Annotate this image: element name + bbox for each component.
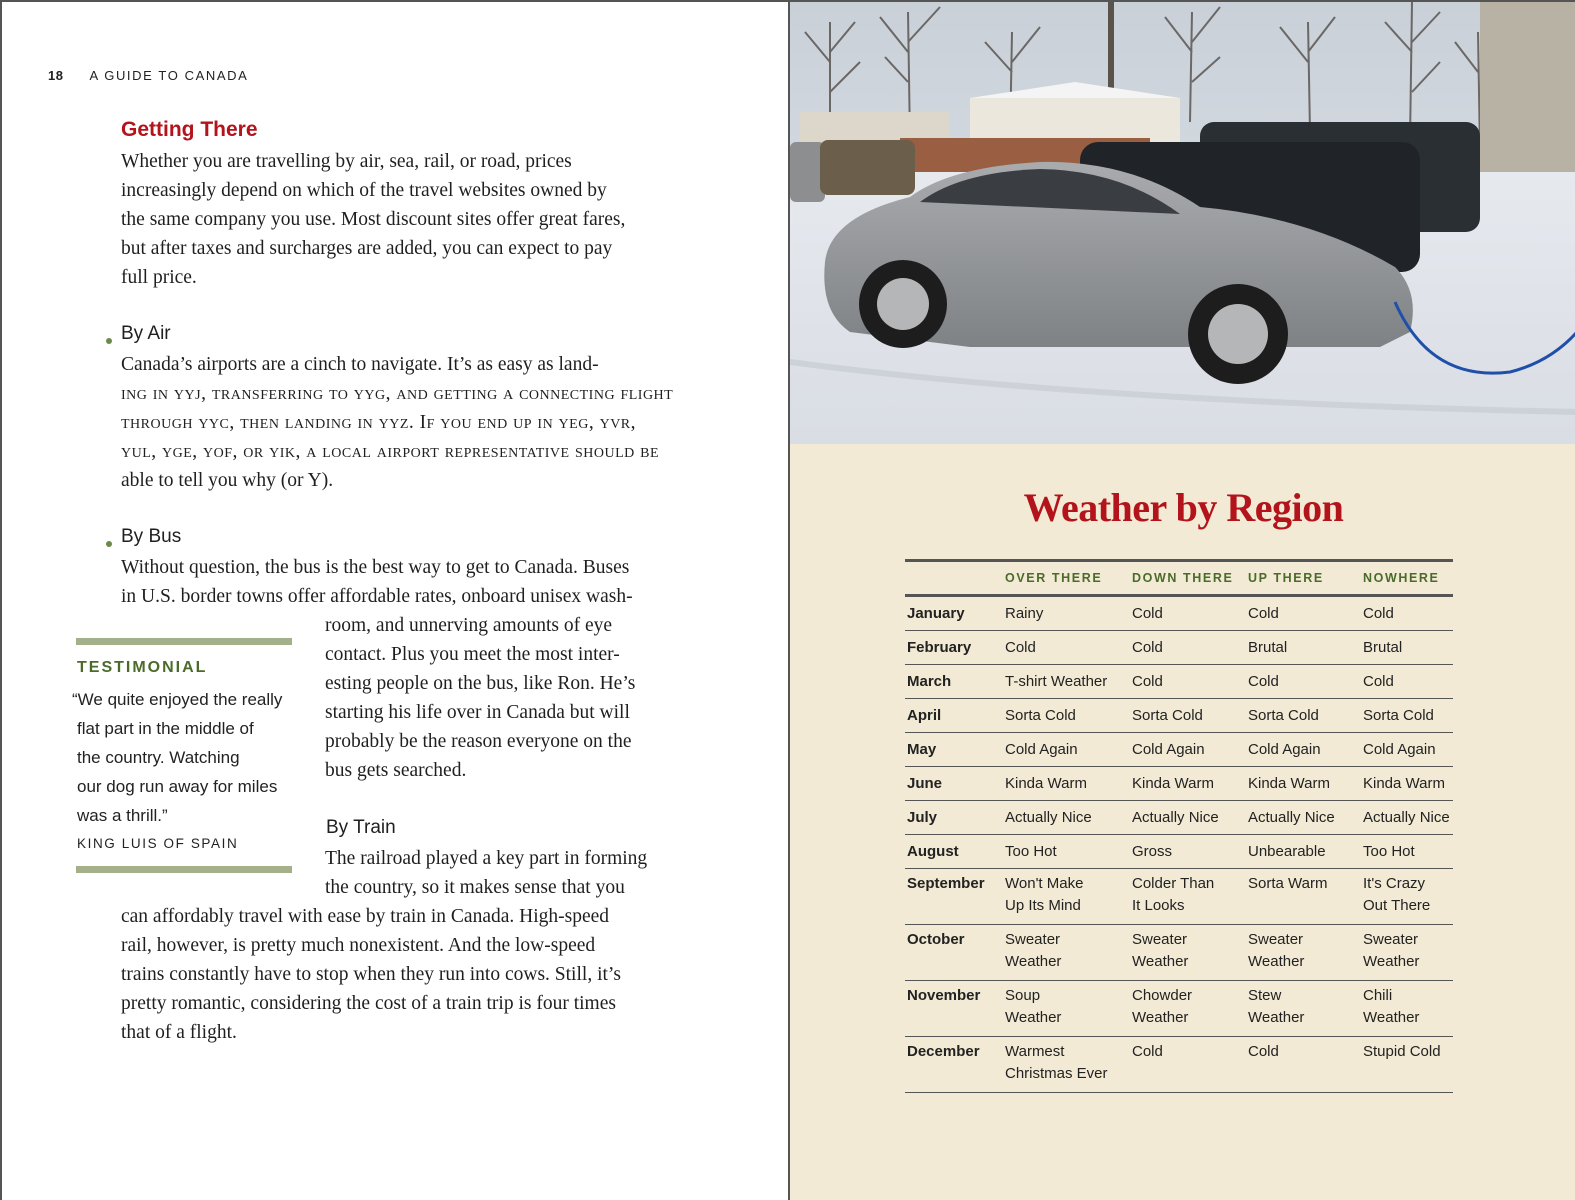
table-cell: Actually Nice bbox=[1005, 809, 1092, 826]
month-cell: September bbox=[907, 875, 985, 892]
text-line: increasingly depend on which of the travel websites owned by bbox=[121, 180, 607, 201]
table-row bbox=[905, 631, 1453, 665]
column-header: OVER THERE bbox=[1005, 571, 1103, 585]
intro-paragraph bbox=[121, 147, 681, 292]
table-cell: Cold bbox=[1005, 639, 1036, 656]
by-air-heading: By Air bbox=[121, 323, 171, 344]
by-train-paragraph-full bbox=[121, 902, 681, 1047]
car-photo-icon bbox=[790, 2, 1575, 444]
text-line: the country, so it makes sense that you bbox=[325, 877, 625, 898]
parked-cars-photo bbox=[790, 2, 1575, 444]
table-cell: It's Crazy Out There bbox=[1363, 875, 1431, 914]
by-bus-heading: By Bus bbox=[121, 526, 182, 547]
month-cell: December bbox=[907, 1043, 980, 1060]
by-bus-paragraph-narrow bbox=[325, 611, 685, 785]
table-row bbox=[905, 801, 1453, 835]
quote-line: was a thrill.” bbox=[77, 806, 168, 825]
by-train-paragraph-narrow bbox=[325, 844, 685, 902]
table-row bbox=[905, 733, 1453, 767]
page-number: 18 bbox=[48, 68, 64, 83]
month-cell: February bbox=[907, 639, 972, 656]
table-row bbox=[905, 981, 1453, 1037]
table-row bbox=[905, 1037, 1453, 1093]
text-line: in U.S. border towns offer affordable rates, onboard unisex wash- bbox=[121, 586, 633, 607]
table-row bbox=[905, 699, 1453, 733]
text-line: ing in yyj, transferring to yyg, and getting a connecting flight bbox=[121, 383, 674, 404]
table-row bbox=[905, 835, 1453, 869]
quote-line: our dog run away for miles bbox=[77, 777, 278, 796]
column-header: DOWN THERE bbox=[1132, 571, 1234, 585]
table-row bbox=[905, 597, 1453, 631]
column-header: UP THERE bbox=[1248, 571, 1324, 585]
text-line: bus gets searched. bbox=[325, 760, 467, 781]
table-cell: Sorta Cold bbox=[1248, 707, 1319, 724]
table-cell: Actually Nice bbox=[1248, 809, 1335, 826]
weather-table bbox=[905, 559, 1453, 1093]
running-head bbox=[48, 68, 248, 83]
table-cell: Sorta Warm bbox=[1248, 875, 1328, 892]
by-train-heading: By Train bbox=[326, 817, 396, 838]
by-air-paragraph bbox=[121, 350, 681, 495]
table-cell: Chili Weather bbox=[1363, 987, 1420, 1026]
table-cell: Stew Weather bbox=[1248, 987, 1305, 1026]
table-cell: Rainy bbox=[1005, 605, 1044, 622]
month-cell: March bbox=[907, 673, 952, 690]
table-cell: Cold Again bbox=[1005, 741, 1078, 758]
month-cell: November bbox=[907, 987, 981, 1004]
text-line: starting his life over in Canada but will bbox=[325, 702, 630, 723]
table-cell: Cold Again bbox=[1132, 741, 1205, 758]
right-page bbox=[790, 2, 1575, 1200]
table-cell: Sorta Cold bbox=[1132, 707, 1203, 724]
left-page bbox=[2, 2, 790, 1200]
table-cell: Stupid Cold bbox=[1363, 1043, 1441, 1060]
table-cell: Cold bbox=[1248, 1043, 1279, 1060]
text-line: pretty romantic, considering the cost of a train trip is four times bbox=[121, 993, 616, 1014]
running-head-title: A GUIDE TO CANADA bbox=[89, 68, 249, 83]
table-cell: Warmest Christmas Ever bbox=[1005, 1043, 1108, 1082]
text-line: yul, yge, yof, or yik, a local airport representative should be bbox=[121, 441, 660, 462]
month-cell: April bbox=[907, 707, 942, 724]
text-line: room, and unnerving amounts of eye bbox=[325, 615, 613, 636]
table-cell: Unbearable bbox=[1248, 843, 1326, 860]
table-cell: Soup Weather bbox=[1005, 987, 1062, 1026]
month-cell: October bbox=[907, 931, 965, 948]
table-cell: Sweater Weather bbox=[1005, 931, 1062, 970]
text-line: trains constantly have to stop when they run into cows. Still, it’s bbox=[121, 964, 621, 985]
table-cell: Cold bbox=[1248, 673, 1279, 690]
table-cell: Brutal bbox=[1248, 639, 1288, 656]
sidebar-bottom-rule bbox=[76, 866, 292, 873]
text-line: Canada’s airports are a cinch to navigate. It’s as easy as land- bbox=[121, 354, 599, 375]
quote-line: flat part in the middle of bbox=[77, 719, 254, 738]
table-cell: Too Hot bbox=[1363, 843, 1415, 860]
text-line: rail, however, is pretty much nonexistent. And the low-speed bbox=[121, 935, 596, 956]
text-line: able to tell you why (or Y). bbox=[121, 470, 334, 491]
weather-title: Weather by Region bbox=[1023, 485, 1344, 530]
table-body bbox=[905, 597, 1453, 1093]
table-cell: Brutal bbox=[1363, 639, 1403, 656]
table-cell: Kinda Warm bbox=[1005, 775, 1087, 792]
testimonial-label: TESTIMONIAL bbox=[77, 659, 208, 676]
bullet-icon bbox=[106, 541, 112, 547]
table-cell: Cold bbox=[1363, 673, 1394, 690]
testimonial-quote bbox=[72, 685, 297, 830]
table-cell: Actually Nice bbox=[1132, 809, 1219, 826]
text-line: that of a flight. bbox=[121, 1022, 237, 1043]
table-row bbox=[905, 925, 1453, 981]
quote-line: “We quite enjoyed the really bbox=[72, 690, 283, 709]
month-cell: June bbox=[907, 775, 943, 792]
text-line: contact. Plus you meet the most inter- bbox=[325, 644, 620, 665]
text-line: Whether you are travelling by air, sea, rail, or road, prices bbox=[121, 151, 572, 172]
month-cell: August bbox=[907, 843, 959, 860]
table-cell: Cold bbox=[1132, 605, 1163, 622]
table-row bbox=[905, 869, 1453, 925]
text-line: but after taxes and surcharges are added, you can expect to pay bbox=[121, 238, 613, 259]
table-cell: Colder Than It Looks bbox=[1132, 875, 1215, 914]
table-cell: Sorta Cold bbox=[1005, 707, 1076, 724]
table-cell: Kinda Warm bbox=[1248, 775, 1330, 792]
table-cell: Cold Again bbox=[1363, 741, 1436, 758]
table-cell: Sweater Weather bbox=[1248, 931, 1305, 970]
month-cell: July bbox=[907, 809, 938, 826]
column-header: NOWHERE bbox=[1363, 571, 1440, 585]
table-cell: Cold bbox=[1132, 639, 1163, 656]
table-cell: Kinda Warm bbox=[1363, 775, 1445, 792]
table-cell: Sorta Cold bbox=[1363, 707, 1434, 724]
table-cell: Sweater Weather bbox=[1132, 931, 1189, 970]
text-line: the same company you use. Most discount sites offer great fares, bbox=[121, 209, 626, 230]
text-line: Without question, the bus is the best way to get to Canada. Buses bbox=[121, 557, 630, 578]
text-line: full price. bbox=[121, 267, 197, 288]
by-bus-paragraph-full bbox=[121, 553, 681, 611]
table-header-row bbox=[905, 562, 1453, 597]
table-cell: Won't Make Up Its Mind bbox=[1005, 875, 1084, 914]
table-row bbox=[905, 767, 1453, 801]
text-line: can affordably travel with ease by train in Canada. High-speed bbox=[121, 906, 610, 927]
text-line: The railroad played a key part in forming bbox=[325, 848, 648, 869]
table-cell: Cold bbox=[1132, 1043, 1163, 1060]
text-line: esting people on the bus, like Ron. He’s bbox=[325, 673, 636, 694]
testimonial-attribution: KING LUIS OF SPAIN bbox=[77, 836, 239, 851]
month-cell: May bbox=[907, 741, 937, 758]
table-cell: Actually Nice bbox=[1363, 809, 1450, 826]
table-cell: Gross bbox=[1132, 843, 1173, 860]
text-line: probably be the reason everyone on the bbox=[325, 731, 632, 752]
quote-line: the country. Watching bbox=[77, 748, 240, 767]
table-cell: Chowder Weather bbox=[1132, 987, 1193, 1026]
table-cell: T-shirt Weather bbox=[1005, 673, 1108, 690]
table-cell: Too Hot bbox=[1005, 843, 1057, 860]
sidebar-top-rule bbox=[76, 638, 292, 645]
table-cell: Kinda Warm bbox=[1132, 775, 1214, 792]
table-cell: Cold bbox=[1363, 605, 1394, 622]
table-cell: Cold bbox=[1132, 673, 1163, 690]
month-cell: January bbox=[907, 605, 965, 622]
section-title: Getting There bbox=[121, 118, 258, 141]
text-line: through yyc, then landing in yyz. If you end up in yeg, yvr, bbox=[121, 412, 637, 433]
bullet-icon bbox=[106, 338, 112, 344]
table-cell: Cold Again bbox=[1248, 741, 1321, 758]
table-row bbox=[905, 665, 1453, 699]
table-cell: Sweater Weather bbox=[1363, 931, 1420, 970]
table-cell: Cold bbox=[1248, 605, 1279, 622]
